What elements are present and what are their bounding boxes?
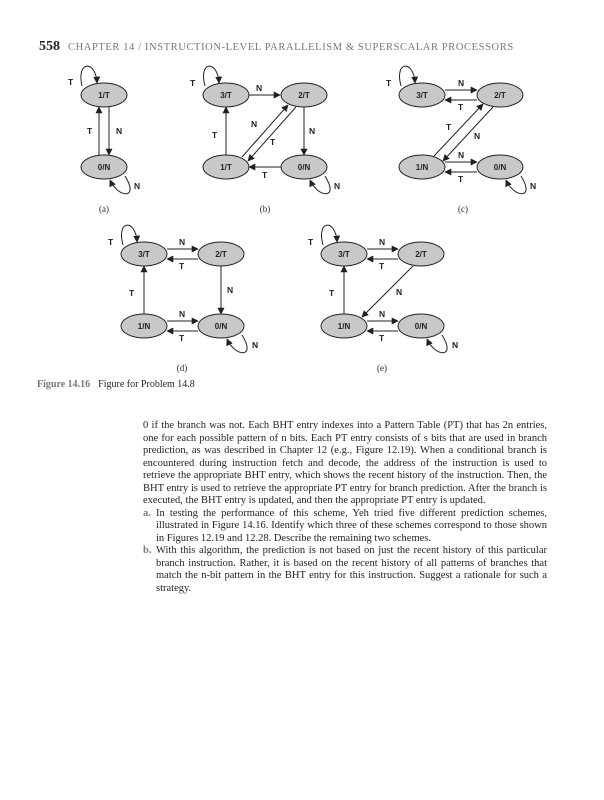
transition-label: T: [190, 78, 196, 88]
state-label: 3/T: [220, 91, 232, 100]
transition-label: T: [458, 174, 464, 184]
transition-label: N: [334, 181, 341, 191]
state-label: 1/N: [137, 322, 151, 331]
transition-label: N: [116, 126, 123, 136]
subfigure-label: (c): [458, 204, 468, 214]
transition-label: N: [309, 126, 316, 136]
self-loop-arrow: [400, 66, 415, 86]
transition-label: T: [458, 102, 464, 112]
transition-label: T: [262, 170, 268, 180]
transition-label: T: [379, 261, 385, 271]
state-label: 1/T: [98, 91, 110, 100]
state-label: 2/T: [215, 250, 227, 259]
running-head: CHAPTER 14 / INSTRUCTION-LEVEL PARALLELISM & SUPERSCALAR PROCESSORS: [68, 42, 514, 53]
transition-label: N: [379, 309, 386, 319]
state-label: 0/N: [414, 322, 428, 331]
list-item: [143, 545, 547, 595]
transition-label: T: [379, 333, 385, 343]
transition-arrow: [362, 266, 413, 317]
transition-label: N: [458, 78, 465, 88]
state-label: 3/T: [338, 250, 350, 259]
transition-label: T: [68, 77, 74, 87]
state-diagram-figure: [0, 0, 604, 380]
diagram-e: [308, 225, 458, 373]
transition-label: T: [329, 288, 335, 298]
transition-label: T: [386, 78, 392, 88]
transition-label: T: [179, 333, 185, 343]
self-loop-arrow: [322, 225, 337, 245]
self-loop-arrow: [227, 335, 247, 353]
subfigure-label: (a): [99, 204, 109, 214]
diagram-c: [386, 66, 536, 214]
list-item: [143, 508, 547, 546]
state-label: 0/N: [97, 163, 111, 172]
state-label: 0/N: [297, 163, 311, 172]
transition-label: T: [270, 137, 276, 147]
self-loop-arrow: [506, 176, 526, 194]
state-label: 2/T: [494, 91, 506, 100]
transition-label: T: [87, 126, 93, 136]
state-label: 1/T: [220, 163, 232, 172]
problem-text: [143, 420, 547, 595]
transition-label: N: [179, 237, 186, 247]
figure-title: Figure for Problem 14.8: [98, 379, 195, 390]
state-label: 0/N: [493, 163, 507, 172]
transition-label: N: [474, 131, 481, 141]
state-label: 2/T: [298, 91, 310, 100]
transition-label: N: [179, 309, 186, 319]
transition-label: N: [227, 285, 234, 295]
subfigure-label: (b): [259, 204, 271, 214]
self-loop-arrow: [310, 176, 330, 194]
self-loop-arrow: [427, 335, 447, 353]
transition-label: T: [212, 130, 218, 140]
state-label: 2/T: [415, 250, 427, 259]
diagram-d: [108, 225, 258, 373]
state-label: 1/N: [415, 163, 429, 172]
intro-paragraph: 0 if the branch was not. Each BHT entry indexes into a Pattern Table (PT) that has 2n entries, one for each possible pattern of n bits. Each PT entry consists of s bits that are used in branch prediction, as was described in Chapter 12 (e.g., Figure 12.19). When a conditional branch is encountered during instruction fetch and decode, the address of the instruction is used to retrieve the appropriate BHT entry, which shows the recent history of the instruction. Then, the BHT entry is used to retrieve the appropriate PT entry for branch prediction. After the branch is executed, the BHT entry is updated, and then the appropriate PT entry is updated.: [143, 420, 547, 506]
subfigure-label: (d): [176, 363, 188, 373]
state-label: 1/N: [337, 322, 351, 331]
figure-number: Figure 14.16: [37, 379, 91, 390]
subfigure-label: (e): [377, 363, 387, 373]
transition-label: T: [446, 122, 452, 132]
transition-label: T: [308, 237, 314, 247]
item-label: b.: [143, 545, 152, 556]
self-loop-arrow: [110, 176, 130, 194]
transition-label: N: [252, 340, 259, 350]
item-text: In testing the performance of this scheme, Yeh tried five different prediction schemes, illustrated in Figure 14.16. Identify which three of these schemes correspond to those shown in Figures 12.19 and 12.28. Describe the remaining two schemes.: [156, 507, 547, 544]
transition-label: T: [108, 237, 114, 247]
self-loop-arrow: [81, 66, 97, 86]
state-label: 3/T: [138, 250, 150, 259]
transition-arrow: [443, 107, 493, 161]
transition-label: N: [256, 83, 263, 93]
diagram-b: [190, 66, 340, 214]
page-number: 558: [39, 39, 60, 54]
transition-label: N: [458, 150, 465, 160]
transition-label: N: [530, 181, 537, 191]
transition-label: N: [452, 340, 459, 350]
self-loop-arrow: [122, 225, 137, 245]
transition-label: N: [379, 237, 386, 247]
item-text: With this algorithm, the prediction is not based on just the recent history of this particular branch instruction. Rather, it is based on the recent history of all patterns of branches that match the n-bit pattern in the BHT entry for this instruction. Suggest a rationale for such a strategy.: [156, 545, 547, 594]
transition-label: T: [179, 261, 185, 271]
transition-label: N: [134, 181, 141, 191]
state-label: 0/N: [214, 322, 228, 331]
transition-label: N: [396, 287, 403, 297]
item-label: a.: [143, 507, 151, 519]
state-label: 3/T: [416, 91, 428, 100]
transition-arrow: [242, 105, 288, 157]
transition-label: T: [129, 288, 135, 298]
self-loop-arrow: [204, 66, 219, 86]
transition-arrow: [248, 107, 296, 161]
figure-caption: [37, 379, 195, 390]
diagram-a: [68, 66, 140, 214]
transition-label: N: [251, 119, 258, 129]
